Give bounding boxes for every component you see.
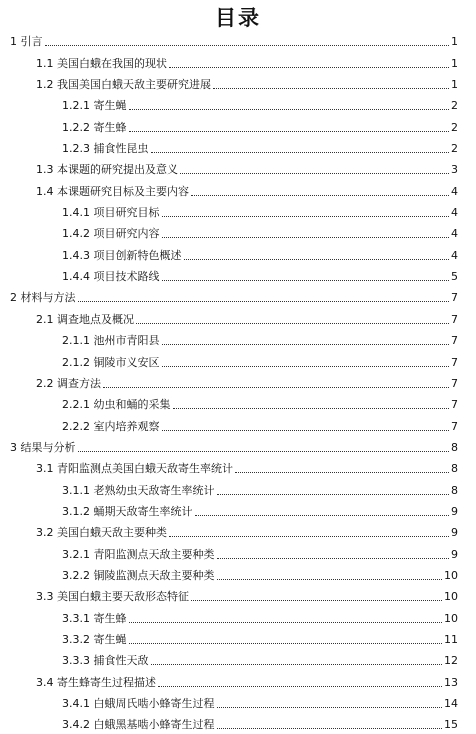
toc-entry-page-number: 7 bbox=[451, 334, 458, 348]
toc-entry-label: 3.1.1 老熟幼虫天敌寄生率统计 bbox=[62, 483, 215, 497]
toc-entry-page-number: 8 bbox=[451, 462, 458, 476]
toc-entry[interactable] bbox=[0, 94, 476, 115]
toc-entry-page-number: 4 bbox=[451, 206, 458, 220]
dot-leader bbox=[184, 258, 450, 260]
toc-entry[interactable] bbox=[0, 478, 476, 499]
toc-entry[interactable] bbox=[0, 436, 476, 457]
toc-entry-label: 1.2.2 寄生蜂 bbox=[62, 120, 127, 134]
toc-entry-page-number: 7 bbox=[451, 312, 458, 326]
toc-entry-label: 2 材料与方法 bbox=[10, 291, 76, 305]
dot-leader bbox=[191, 599, 442, 601]
toc-entry[interactable] bbox=[0, 158, 476, 179]
toc-entry-label: 2.2.1 幼虫和蛹的采集 bbox=[62, 398, 171, 412]
toc-entry-label: 2.1 调查地点及概况 bbox=[36, 312, 134, 326]
dot-leader bbox=[235, 471, 449, 473]
toc-entry-label: 1 引言 bbox=[10, 35, 43, 49]
toc-entry-page-number: 4 bbox=[451, 227, 458, 241]
toc-entry[interactable] bbox=[0, 222, 476, 243]
dot-leader bbox=[217, 557, 450, 559]
toc-entry-page-number: 15 bbox=[444, 718, 458, 732]
toc-entry[interactable] bbox=[0, 649, 476, 670]
toc-entry-label: 3.1.2 蛹期天敌寄生率统计 bbox=[62, 504, 193, 518]
toc-entry[interactable] bbox=[0, 564, 476, 585]
dot-leader bbox=[169, 535, 449, 537]
toc-entry-page-number: 9 bbox=[451, 547, 458, 561]
dot-leader bbox=[136, 322, 449, 324]
toc-entry[interactable] bbox=[0, 307, 476, 328]
toc-entry-page-number: 2 bbox=[451, 142, 458, 156]
toc-entry[interactable] bbox=[0, 414, 476, 435]
dot-leader bbox=[162, 215, 450, 217]
toc-entry-page-number: 7 bbox=[451, 398, 458, 412]
toc-entry-page-number: 8 bbox=[451, 440, 458, 454]
toc-entry-label: 2.1.2 铜陵市义安区 bbox=[62, 355, 160, 369]
dot-leader bbox=[213, 87, 449, 89]
dot-leader bbox=[129, 642, 443, 644]
toc-entry-page-number: 10 bbox=[444, 590, 458, 604]
toc-entry[interactable] bbox=[0, 628, 476, 649]
dot-leader bbox=[103, 386, 449, 388]
toc-entry-page-number: 12 bbox=[444, 654, 458, 668]
toc-entry-label: 3.4 寄生蜂寄生过程描述 bbox=[36, 675, 156, 689]
dot-leader bbox=[45, 44, 450, 46]
toc-entry-page-number: 7 bbox=[451, 291, 458, 305]
toc-entry[interactable] bbox=[0, 372, 476, 393]
dot-leader bbox=[78, 300, 450, 302]
toc-entry-page-number: 13 bbox=[444, 675, 458, 689]
toc-entry[interactable] bbox=[0, 243, 476, 264]
toc-entry[interactable] bbox=[0, 692, 476, 713]
toc-entry-label: 1.3 本课题的研究提出及意义 bbox=[36, 163, 178, 177]
toc-entry-label: 1.2 我国美国白蛾天敌主要研究进展 bbox=[36, 78, 211, 92]
toc-entry[interactable] bbox=[0, 521, 476, 542]
dot-leader bbox=[162, 236, 450, 238]
toc-entry-page-number: 1 bbox=[451, 35, 458, 49]
dot-leader bbox=[217, 578, 443, 580]
toc-entry-page-number: 2 bbox=[451, 120, 458, 134]
toc-entry-label: 3.3.2 寄生蝇 bbox=[62, 632, 127, 646]
page-title: 目录 bbox=[215, 6, 261, 30]
toc-entry[interactable] bbox=[0, 606, 476, 627]
toc-entry-label: 3.4.1 白蛾周氏啮小蜂寄生过程 bbox=[62, 697, 215, 710]
toc-entry-page-number: 3 bbox=[451, 163, 458, 177]
toc-entry-label: 1.4.4 项目技术路线 bbox=[62, 270, 160, 284]
toc-entry-page-number: 2 bbox=[451, 99, 458, 113]
table-of-contents bbox=[0, 30, 476, 734]
dot-leader bbox=[162, 429, 450, 431]
toc-entry-label: 3.2.2 铜陵监测点天敌主要种类 bbox=[62, 568, 215, 582]
toc-entry-label: 3.4.2 白蛾黑基啮小蜂寄生过程 bbox=[62, 718, 215, 732]
toc-entry-label: 3.2.1 青阳监测点天敌主要种类 bbox=[62, 547, 215, 561]
toc-entry[interactable] bbox=[0, 393, 476, 414]
toc-entry-label: 3.3.1 寄生蜂 bbox=[62, 611, 127, 625]
toc-entry-label: 2.2.2 室内培养观察 bbox=[62, 419, 160, 433]
toc-entry-page-number: 4 bbox=[451, 184, 458, 198]
toc-entry-label: 1.1 美国白蛾在我国的现状 bbox=[36, 56, 167, 70]
toc-entry-page-number: 8 bbox=[451, 483, 458, 497]
toc-entry-label: 3.2 美国白蛾天敌主要种类 bbox=[36, 526, 167, 540]
dot-leader bbox=[191, 194, 449, 196]
toc-entry[interactable] bbox=[0, 500, 476, 521]
dot-leader bbox=[78, 450, 450, 452]
toc-entry[interactable] bbox=[0, 179, 476, 200]
dot-leader bbox=[169, 66, 449, 68]
toc-entry-page-number: 9 bbox=[451, 504, 458, 518]
dot-leader bbox=[217, 493, 450, 495]
dot-leader bbox=[173, 407, 450, 409]
toc-entry-label: 3.3 美国白蛾主要天敌形态特征 bbox=[36, 590, 189, 604]
toc-entry-page-number: 7 bbox=[451, 355, 458, 369]
toc-entry[interactable] bbox=[0, 30, 476, 51]
toc-entry[interactable] bbox=[0, 457, 476, 478]
dot-leader bbox=[129, 621, 443, 623]
dot-leader bbox=[217, 706, 443, 708]
toc-entry[interactable] bbox=[0, 265, 476, 286]
toc-entry-page-number: 7 bbox=[451, 419, 458, 433]
toc-entry-label: 1.4.1 项目研究目标 bbox=[62, 206, 160, 220]
toc-entry-page-number: 5 bbox=[451, 270, 458, 284]
dot-leader bbox=[151, 663, 443, 665]
toc-entry-label: 3.1 青阳监测点美国白蛾天敌寄生率统计 bbox=[36, 462, 233, 476]
toc-entry[interactable] bbox=[0, 286, 476, 307]
toc-entry-label: 1.2.1 寄生蝇 bbox=[62, 99, 127, 113]
toc-entry[interactable] bbox=[0, 670, 476, 691]
toc-entry-label: 2.2 调查方法 bbox=[36, 376, 101, 390]
toc-entry[interactable] bbox=[0, 73, 476, 94]
toc-entry-label: 1.4.3 项目创新特色概述 bbox=[62, 248, 182, 262]
dot-leader bbox=[129, 108, 450, 110]
toc-entry[interactable] bbox=[0, 542, 476, 563]
dot-leader bbox=[158, 685, 442, 687]
toc-entry-label: 1.4 本课题研究目标及主要内容 bbox=[36, 184, 189, 198]
toc-entry[interactable] bbox=[0, 329, 476, 350]
toc-entry[interactable] bbox=[0, 585, 476, 606]
toc-entry-page-number: 9 bbox=[451, 526, 458, 540]
toc-entry-page-number: 14 bbox=[444, 697, 458, 710]
toc-entry-page-number: 10 bbox=[444, 611, 458, 625]
dot-leader bbox=[217, 727, 443, 729]
toc-entry[interactable] bbox=[0, 51, 476, 72]
toc-entry-label: 1.4.2 项目研究内容 bbox=[62, 227, 160, 241]
dot-leader bbox=[195, 514, 450, 516]
toc-entry-label: 3.3.3 捕食性天敌 bbox=[62, 654, 149, 668]
toc-entry[interactable] bbox=[0, 115, 476, 136]
toc-entry-label: 3 结果与分析 bbox=[10, 440, 76, 454]
dot-leader bbox=[151, 151, 450, 153]
dot-leader bbox=[180, 172, 449, 174]
toc-entry[interactable] bbox=[0, 350, 476, 371]
toc-entry-label: 2.1.1 池州市青阳县 bbox=[62, 334, 160, 348]
toc-entry[interactable] bbox=[0, 201, 476, 222]
toc-entry-label: 1.2.3 捕食性昆虫 bbox=[62, 142, 149, 156]
toc-entry-page-number: 10 bbox=[444, 568, 458, 582]
toc-entry-page-number: 7 bbox=[451, 376, 458, 390]
toc-entry-page-number: 11 bbox=[444, 632, 458, 646]
toc-entry-page-number: 1 bbox=[451, 56, 458, 70]
dot-leader bbox=[129, 130, 450, 132]
toc-entry[interactable] bbox=[0, 137, 476, 158]
toc-entry-page-number: 1 bbox=[451, 78, 458, 92]
toc-entry-page-number: 4 bbox=[451, 248, 458, 262]
dot-leader bbox=[162, 279, 450, 281]
dot-leader bbox=[162, 365, 450, 367]
dot-leader bbox=[162, 343, 450, 345]
